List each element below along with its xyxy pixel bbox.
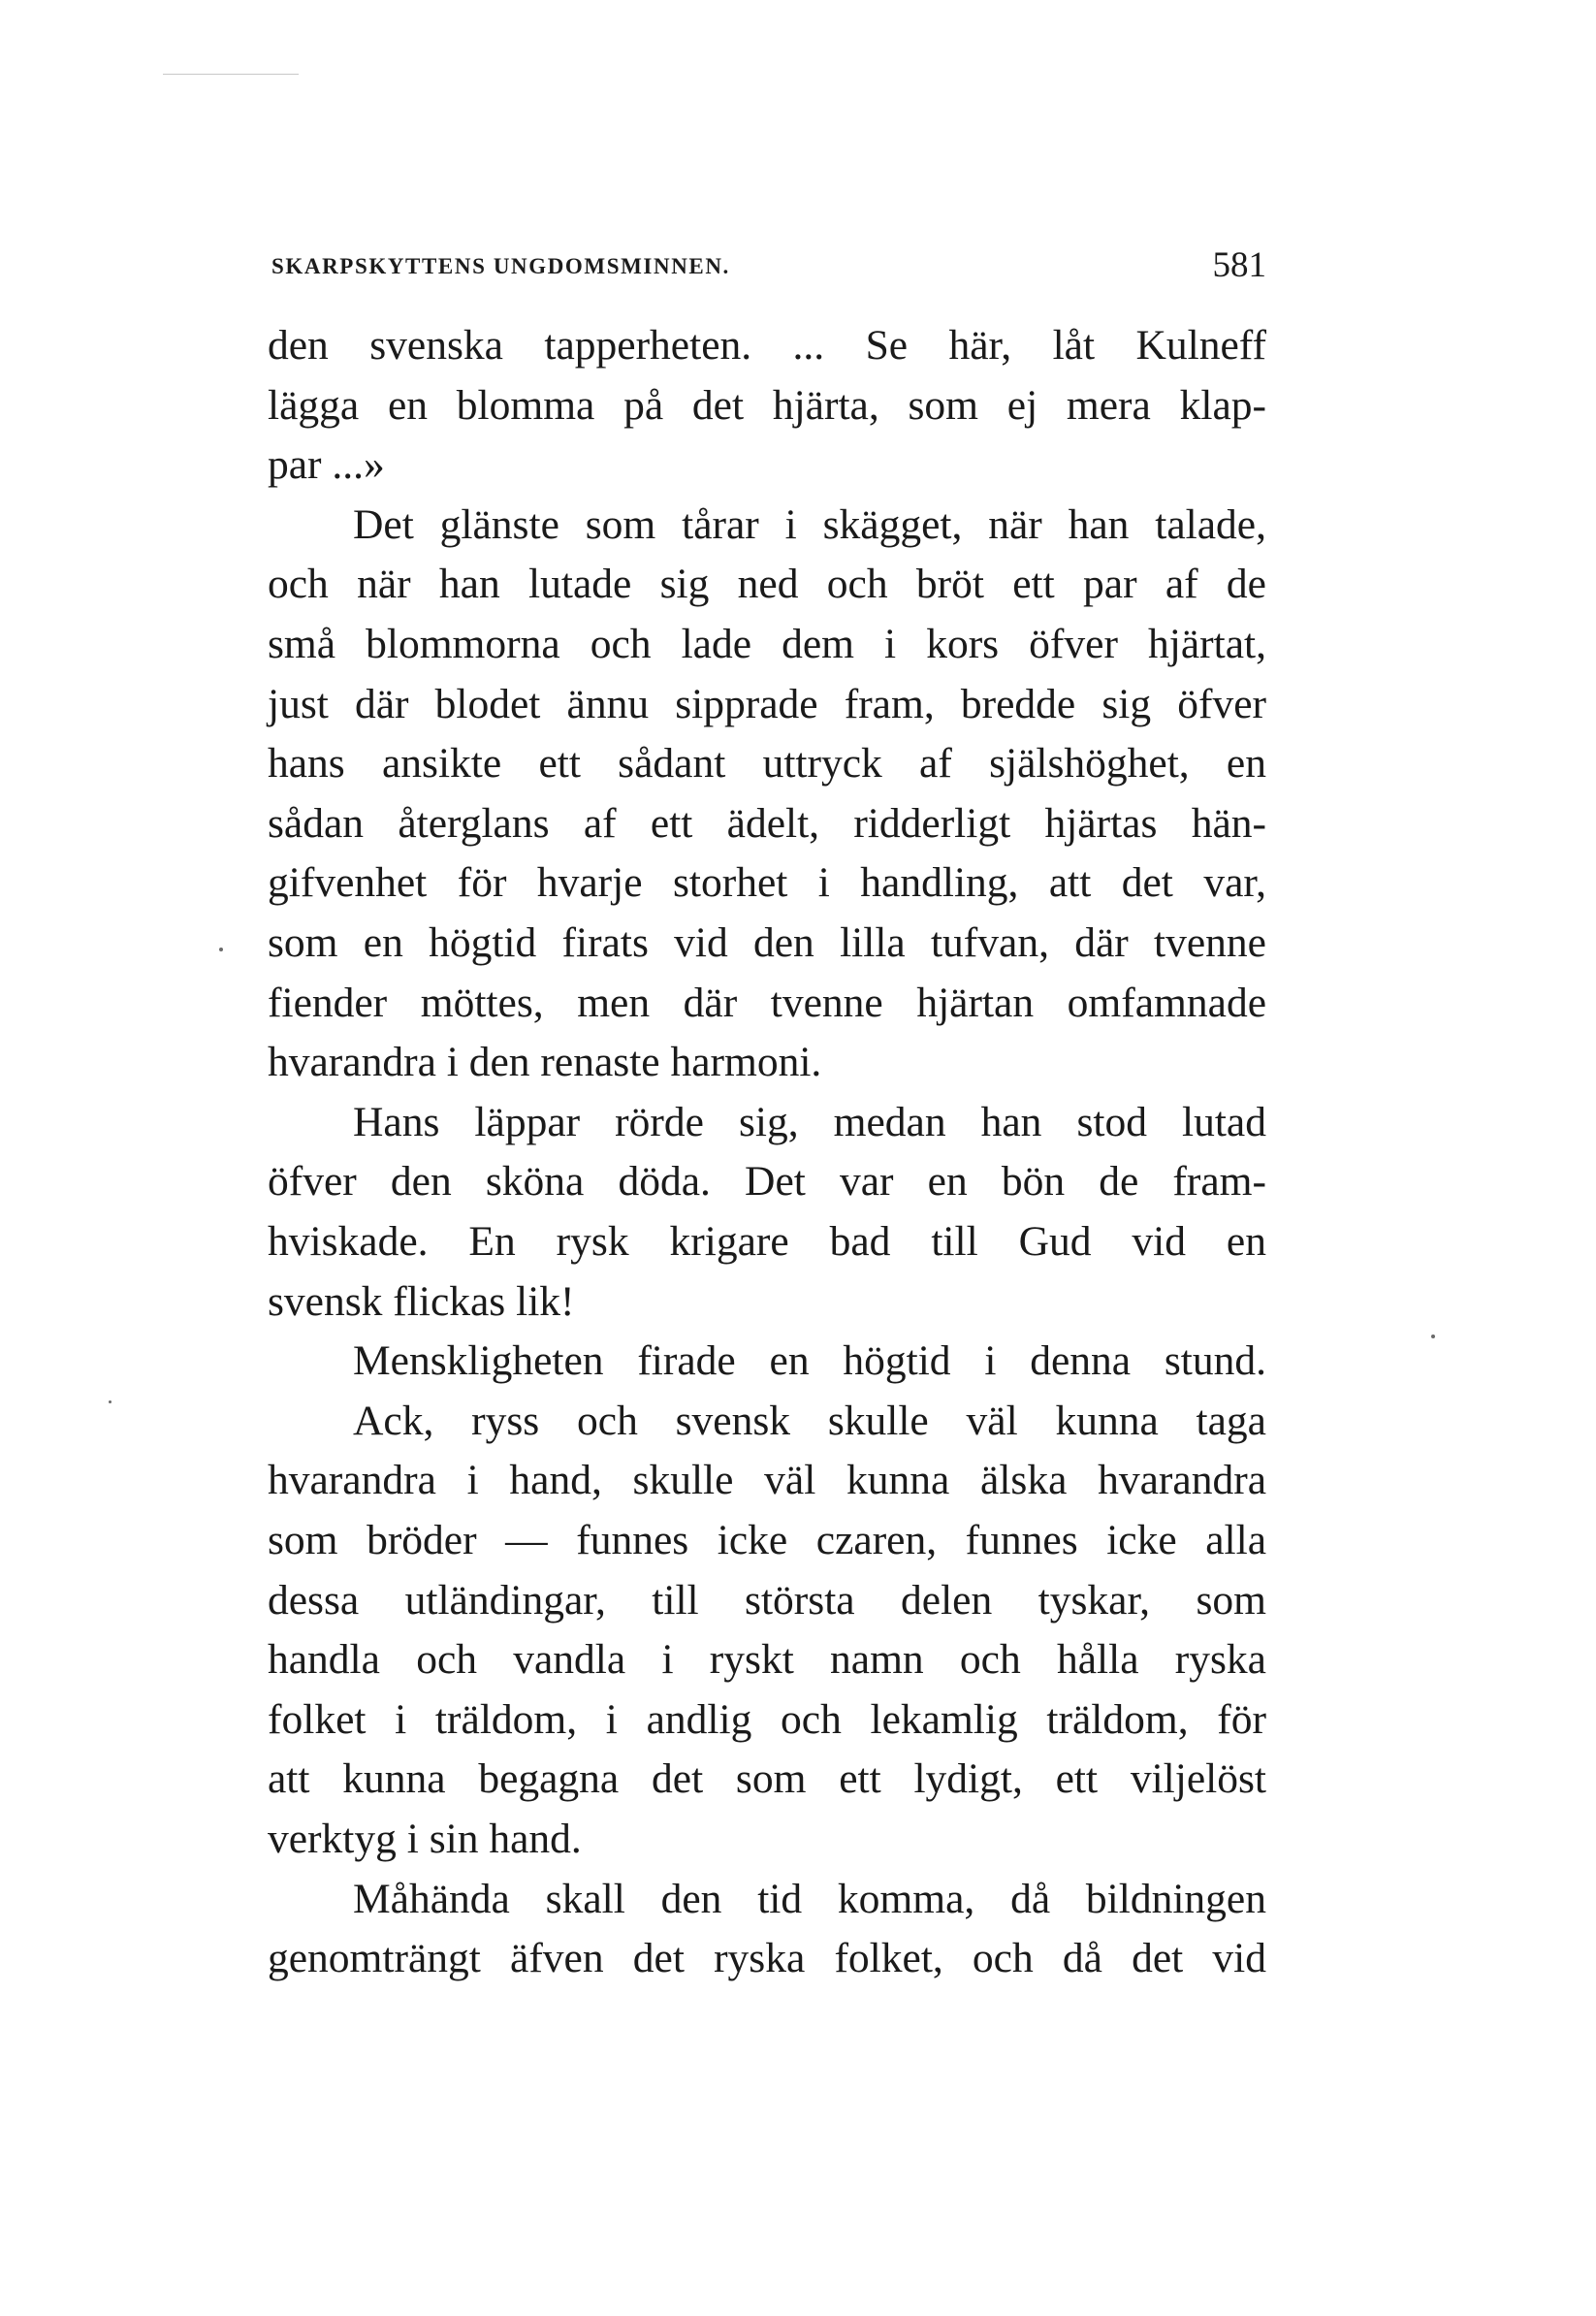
paper-speck [1431,1335,1435,1338]
paper-speck [219,948,223,951]
text-line: svensk flickas lik! [268,1277,575,1325]
text-line: att kunna begagna det som ett lydigt, ett viljelöst [268,1755,1266,1803]
text-line: sådan återglans af ett ädelt, ridderligt hjärtas hän- [268,799,1266,847]
running-head: SKARPSKYTTENS UNGDOMSMINNEN. [271,254,730,278]
text-line: hviskade. En rysk krigare bad till Gud vid en [268,1218,1266,1265]
text-line: genomträngt äfven det ryska folket, och då det vid [268,1935,1266,1982]
paper-speck [109,1400,112,1403]
text-line: små blommorna och lade dem i kors öfver hjärtat, [268,621,1266,667]
text-line: Det glänste som tårar i skägget, när han talade, [353,500,1266,548]
text-line: Måhända skall den tid komma, då bildningen [353,1875,1266,1922]
page-number: 581 [1212,245,1266,285]
text-line: Ack, ryss och svensk skulle väl kunna taga [353,1397,1266,1444]
text-line: hvarandra i hand, skulle väl kunna älska hvarandra [268,1457,1266,1504]
text-line: handla och vandla i ryskt namn och hålla ryska [268,1636,1266,1684]
text-line: lägga en blomma på det hjärta, som ej mera klap- [268,381,1266,429]
text-line: hans ansikte ett sådant uttryck af själshöghet, en [268,740,1266,788]
text-line: hvarandra i den renaste harmoni. [268,1039,822,1086]
text-line: och när han lutade sig ned och bröt ett par af de [268,561,1266,608]
text-line: par ...» [268,441,385,489]
text-line: som bröder — funnes icke czaren, funnes icke alla [268,1517,1266,1563]
text-line: folket i träldom, i andlig och lekamlig träldom, för [268,1695,1266,1743]
scan-mark [163,74,299,75]
text-line: den svenska tapperheten. ... Se här, låt Kulneff [268,322,1266,369]
text-line: verktyg i sin hand. [268,1816,582,1862]
text-line: gifvenhet för hvarje storhet i handling, att det var, [268,859,1266,907]
text-line: som en högtid firats vid den lilla tufvan, där tvenne [268,919,1266,966]
text-line: dessa utländingar, till största delen tyskar, som [268,1576,1266,1624]
text-line: Menskligheten firade en högtid i denna stund. [353,1337,1266,1385]
text-line: Hans läppar rörde sig, medan han stod lutad [353,1098,1266,1145]
text-line: fiender möttes, men där tvenne hjärtan omfamnade [268,979,1266,1026]
page-header [271,245,1280,293]
text-line: öfver den sköna döda. Det var en bön de fram- [268,1158,1266,1206]
text-line: just där blodet ännu sipprade fram, bredde sig öfver [268,680,1266,727]
